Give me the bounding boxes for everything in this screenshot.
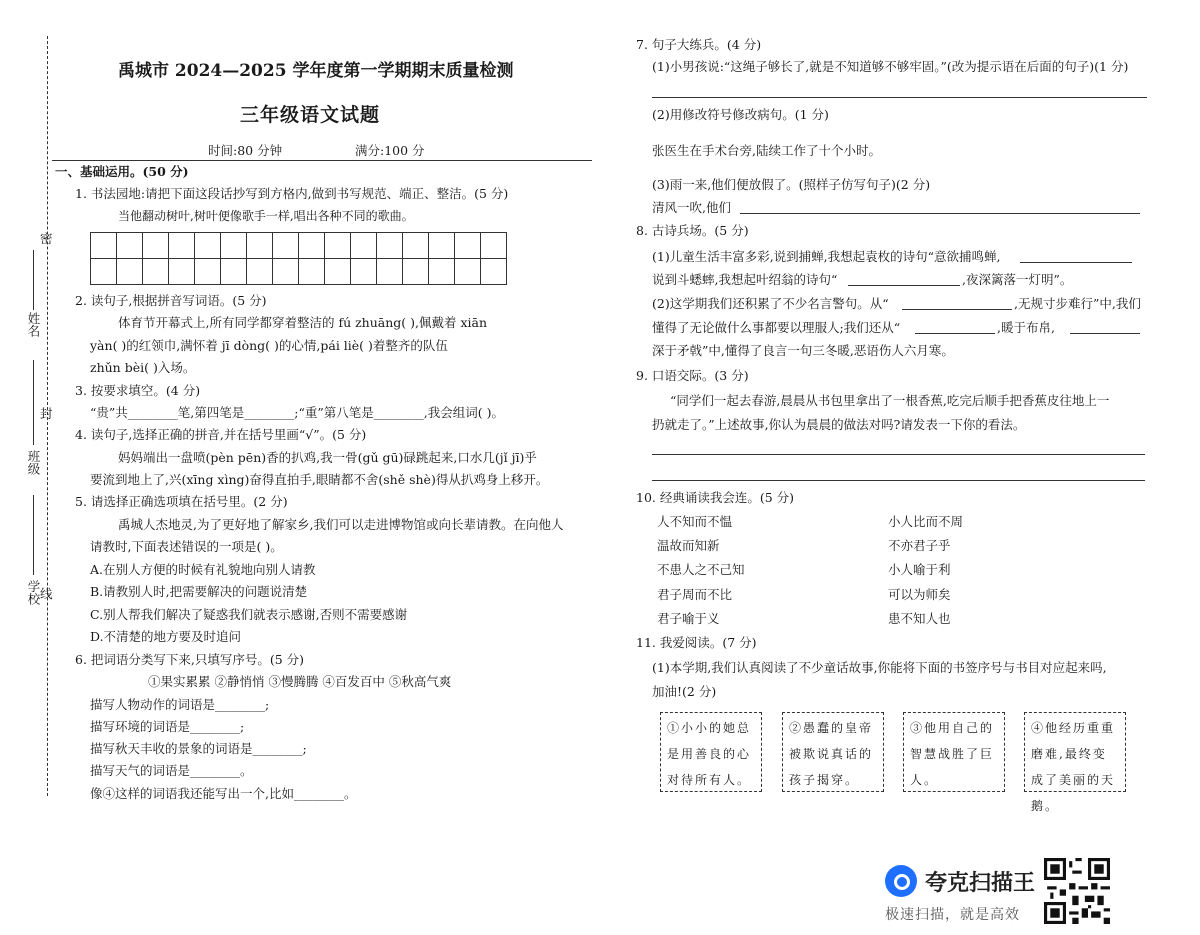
scanner-brand: 夸克扫描王 (925, 871, 1036, 896)
q8-blank-1[interactable] (1020, 262, 1132, 263)
q11-part-1: (1)本学期,我们认真阅读了不少童话故事,你能将下面的书签序号与书目对应起来吗, (652, 660, 1107, 675)
exam-score: 满分:100 分 (355, 143, 425, 158)
q6-line-5: 像④这样的词语我还能写出一个,比如________。 (90, 786, 357, 801)
q8-blank-5[interactable] (1070, 333, 1140, 334)
seal-mark-feng: 封 (40, 406, 53, 421)
q1-prompt: 1. 书法园地:请把下面这段话抄写到方格内,做到书写规范、端正、整洁。(5 分) (75, 186, 509, 201)
q8-prompt: 8. 古诗兵场。(5 分) (636, 223, 749, 238)
q3-prompt: 3. 按要求填空。(4 分) (75, 383, 201, 398)
q5-option-d: D.不清楚的地方要及时追问 (90, 629, 242, 644)
q8-line-3-end: ,无规寸步难行”中,我们 (1014, 296, 1141, 311)
q5-option-c: C.别人帮我们解决了疑惑我们就表示感谢,否则不需要感谢 (90, 607, 408, 622)
q10-left-2: 温故而知新 (657, 538, 720, 553)
q5-option-a: A.在别人方便的时候有礼貌地向别人请教 (90, 562, 316, 577)
q11-part-1-end: 加油!(2 分) (652, 684, 717, 699)
class-label: 班级 (26, 450, 41, 475)
q7-answer-line-1[interactable] (652, 97, 1147, 98)
q11-prompt: 11. 我爱阅读。(7 分) (636, 635, 757, 650)
seal-mark-mi: 密 (40, 231, 53, 246)
name-label: 姓名 (26, 312, 41, 337)
exam-subtitle: 三年级语文试题 (240, 104, 381, 126)
q10-right-1: 小人比而不周 (888, 514, 964, 529)
q8-line-4: 懂得了无论做什么事都要以理服人;我们还从“ (652, 320, 901, 335)
q8-line-5: 深于矛戟”中,懂得了良言一句三冬暖,恶语伤人六月寒。 (652, 343, 954, 358)
scanner-logo-icon (885, 865, 917, 897)
q7-part-3-start: 清风一吹,他们 (652, 200, 731, 215)
q4-line-2: 要流到地上了,兴(xīng xìng)奋得直拍手,眼睛都不舍(shě shè)得从扒鸡身上移开。 (90, 472, 549, 487)
q9-line-1: “同学们一起去春游,晨晨从书包里拿出了一根香蕉,吃完后顺手把香蕉皮往地上一 (670, 393, 1110, 408)
school-line (33, 495, 34, 575)
q10-right-2: 不亦君子乎 (888, 538, 951, 553)
bookmark-card-1: ①小小的她总是用善良的心对待所有人。 (660, 712, 762, 792)
q1-copy-text: 当他翻动树叶,树叶便像歌手一样,唱出各种不同的歌曲。 (118, 209, 414, 223)
q7-answer-line-3[interactable] (740, 213, 1140, 214)
bookmark-card-3: ③他用自己的智慧战胜了巨人。 (903, 712, 1005, 792)
q10-left-1: 人不知而不愠 (657, 514, 733, 529)
q8-line-4-end: ,暖于布帛, (997, 320, 1055, 335)
scanner-slogan: 极速扫描，就是高效 (885, 907, 1020, 923)
q6-word-list: ①果实累累 ②静悄悄 ③慢腾腾 ④百发百中 ⑤秋高气爽 (148, 674, 452, 689)
q2-line-2: yàn( )的红领巾,满怀着 jī dòng( )的心情,pái liè( )着整齐的队伍 (90, 338, 448, 353)
class-line (33, 360, 34, 445)
bookmark-card-2: ②愚蠢的皇帝被欺说真话的孩子揭穿。 (782, 712, 884, 792)
q2-prompt: 2. 读句子,根据拼音写词语。(5 分) (75, 293, 267, 308)
school-label: 学校 (26, 580, 41, 605)
q8-line-2-end: ,夜深篱落一灯明”。 (962, 272, 1073, 287)
bookmark-card-4: ④他经历重重磨难,最终变成了美丽的天鹅。 (1024, 712, 1126, 792)
q8-line-2: 说到斗蟋蟀,我想起叶绍翁的诗句“ (652, 272, 838, 287)
q8-line-1: (1)儿童生活丰富多彩,说到捕蝉,我想起袁枚的诗句“意欲捕鸣蝉, (652, 249, 1001, 264)
name-line (33, 250, 34, 310)
q10-right-5: 患不知人也 (888, 611, 951, 626)
q8-line-3: (2)这学期我们还积累了不少名言警句。从“ (652, 296, 889, 311)
q2-line-1: 体育节开幕式上,所有同学都穿着整洁的 fú zhuāng( ),佩戴着 xiān (118, 315, 488, 330)
q10-right-3: 小人喻于利 (888, 562, 951, 577)
q5-option-b: B.请教别人时,把需要解决的问题说清楚 (90, 584, 308, 599)
q8-blank-4[interactable] (915, 333, 995, 334)
q6-line-2: 描写环境的词语是________; (90, 719, 245, 734)
q7-part-3: (3)雨一来,他们便放假了。(照样子仿写句子)(2 分) (652, 177, 931, 192)
q3-line-1: “贵”共________笔,第四笔是________;“重”第八笔是________,我会组词( )。 (90, 405, 504, 420)
q10-right-4: 可以为师矣 (888, 587, 951, 602)
q10-left-4: 君子周而不比 (657, 587, 733, 602)
q4-prompt: 4. 读句子,选择正确的拼音,并在括号里画“√”。(5 分) (75, 427, 367, 442)
q9-answer-line-2[interactable] (652, 480, 1145, 481)
q10-left-3: 不患人之不己知 (657, 562, 745, 577)
q5-line-2: 请教时,下面表述错误的一项是( )。 (90, 539, 283, 554)
section-1-heading: 一、基础运用。(50 分) (55, 164, 189, 179)
writing-grid[interactable] (90, 232, 507, 285)
exam-title: 禹城市 2024—2025 学年度第一学期期末质量检测 (118, 61, 514, 81)
q7-part-2: (2)用修改符号修改病句。(1 分) (652, 107, 829, 122)
header-rule (52, 160, 592, 161)
q10-prompt: 10. 经典诵读我会连。(5 分) (636, 490, 795, 505)
q10-left-5: 君子喻于义 (657, 611, 720, 626)
exam-time: 时间:80 分钟 (208, 143, 283, 158)
seal-mark-xian: 线 (40, 586, 53, 601)
q9-prompt: 9. 口语交际。(3 分) (636, 368, 749, 383)
q7-part-2-sentence: 张医生在手术台旁,陆续工作了十个小时。 (652, 143, 881, 158)
q2-line-3: zhǔn bèi( )入场。 (90, 360, 196, 375)
q8-blank-3[interactable] (902, 309, 1012, 310)
q9-line-2: 扔就走了。”上述故事,你认为晨晨的做法对吗?请发表一下你的看法。 (652, 417, 1026, 432)
qr-code-icon (1044, 858, 1110, 924)
q6-line-1: 描写人物动作的词语是________; (90, 697, 270, 712)
q7-prompt: 7. 句子大练兵。(4 分) (636, 37, 762, 52)
q8-blank-2[interactable] (848, 285, 960, 286)
q4-line-1: 妈妈端出一盘喷(pèn pēn)香的扒鸡,我一骨(gǔ gū)碌跳起来,口水几(jǐ jī)乎 (118, 450, 537, 465)
q6-line-3: 描写秋天丰收的景象的词语是________; (90, 741, 307, 756)
q6-line-4: 描写天气的词语是________。 (90, 763, 253, 778)
q5-prompt: 5. 请选择正确选项填在括号里。(2 分) (75, 494, 288, 509)
q9-answer-line-1[interactable] (652, 454, 1145, 455)
q7-part-1: (1)小男孩说:“这绳子够长了,就是不知道够不够牢固。”(改为提示语在后面的句子)(1 分) (652, 59, 1129, 74)
q6-prompt: 6. 把词语分类写下来,只填写序号。(5 分) (75, 652, 305, 667)
q5-line-1: 禹城人杰地灵,为了更好地了解家乡,我们可以走进博物馆或向长辈请教。在向他人 (118, 517, 564, 532)
